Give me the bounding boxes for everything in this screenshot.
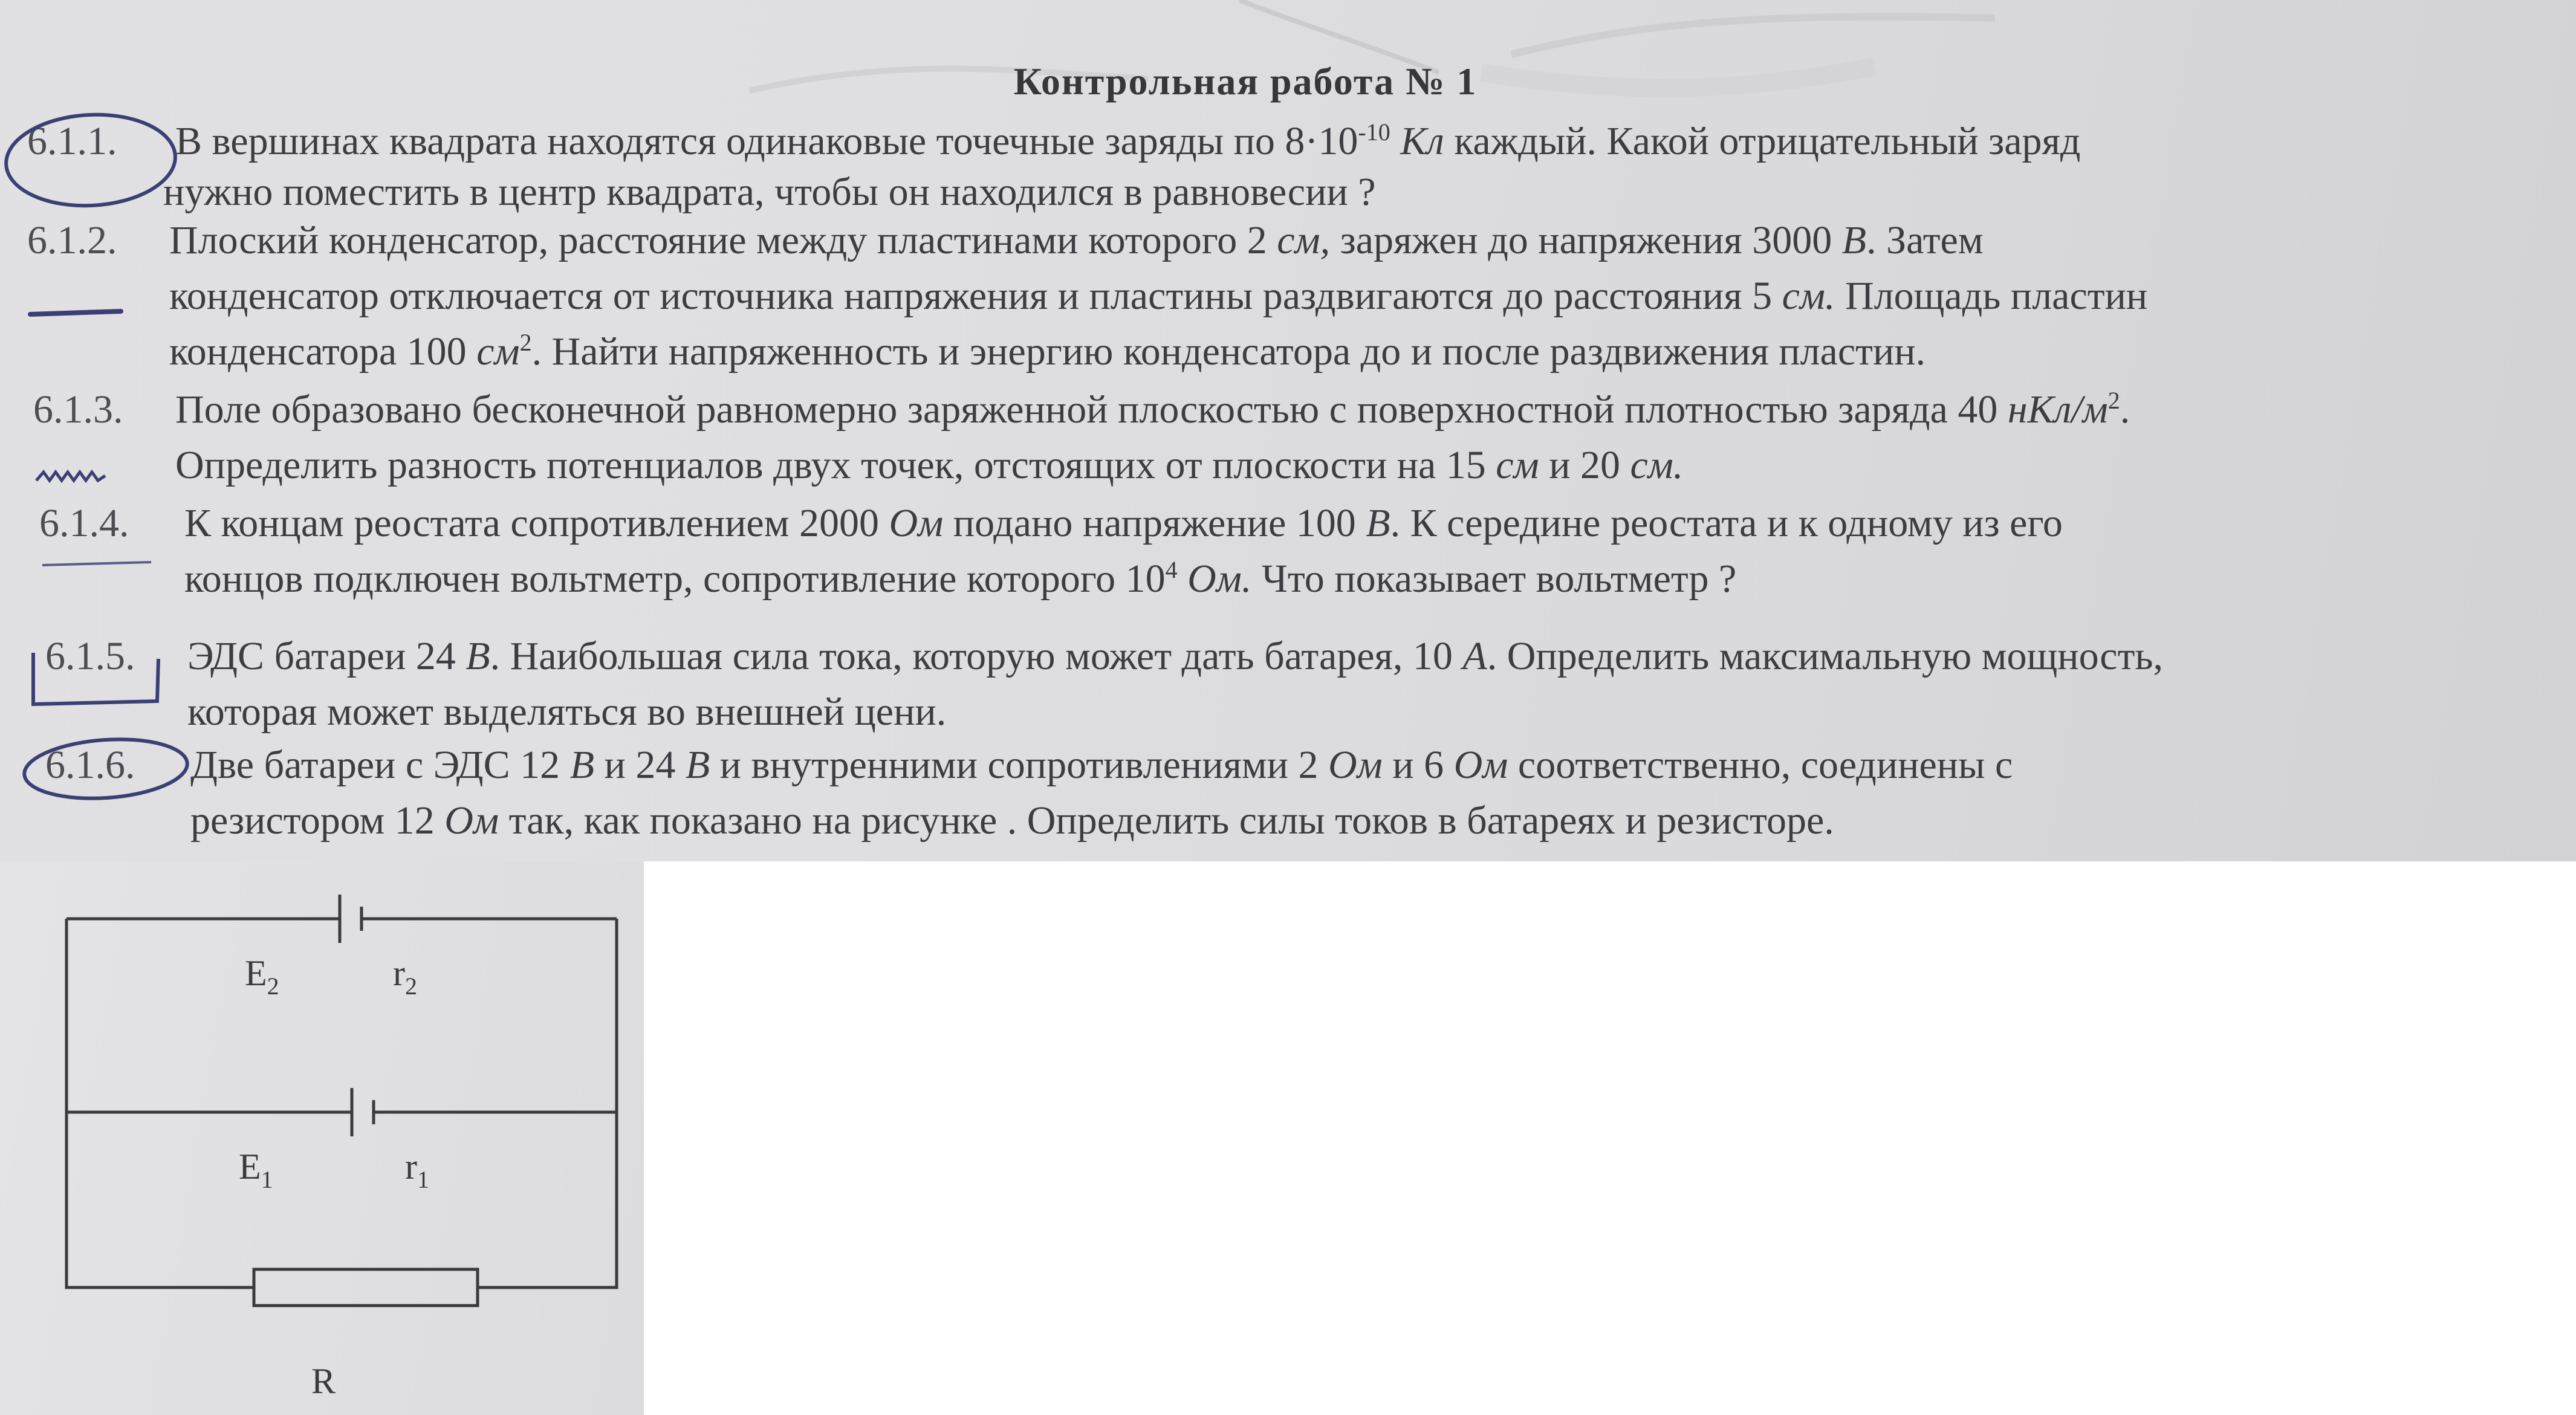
page-title: Контрольная работа № 1 [1013, 60, 1478, 103]
wire-left [67, 919, 254, 1287]
label-e2: $E_2$ [245, 953, 279, 1000]
problem-line: ЭДС батареи 24 В. Наибольшая сила тока, которую может дать батарея, 10 А. Определить максимальную мощность, [187, 634, 2164, 678]
pen-bracket-mark [33, 653, 158, 704]
problem-line: К концам реостата сопротивлением 2000 Ом подано напряжение 100 В. К середине реостата и к одному из его [184, 501, 2063, 545]
problem-line: В вершинах квадрата находятся одинаковые точечные заряды по $8\cdot 10^{-10}$ Кл каждый. Какой отрицательный заряд [175, 118, 2081, 163]
resistor-r [254, 1269, 478, 1306]
pen-dash-mark [30, 311, 121, 314]
label-r: R [311, 1361, 336, 1401]
pen-marks [0, 0, 363, 861]
problem-6-1-1 [27, 114, 2536, 225]
problem-6-1-3 [33, 382, 2542, 493]
problem-number: 6.1.4. [39, 501, 129, 545]
label-r1: $r_1$ [405, 1147, 429, 1193]
problem-number: 6.1.1. [27, 119, 117, 163]
problem-6-1-2 [27, 213, 2536, 382]
pen-underline-mark [42, 562, 151, 565]
wire-right [478, 919, 617, 1287]
problem-line: Две батареи с ЭДС 12 В и 24 В и внутренними сопротивлениями 2 Ом и 6 Ом соответственно, соединены с [190, 743, 2013, 787]
problem-line: концов подключен вольтметр, сопротивление которого $10^4$ Ом. Что показывает вольтметр ? [184, 556, 1737, 601]
problem-6-1-5 [45, 629, 2554, 740]
problem-number: 6.1.6. [45, 743, 135, 787]
problem-line: конденсатор отключается от источника напряжения и пластины раздвигаются до расстояния 5 см. Площадь пластин [169, 274, 2148, 318]
problem-line: которая может выделяться во внешней цени. [187, 690, 947, 734]
pen-squiggle-mark [36, 472, 105, 481]
problem-line: Плоский конденсатор, расстояние между пластинами которого 2 см, заряжен до напряжения 3000 В. Затем [169, 218, 1984, 262]
problem-line: Поле образовано бесконечной равномерно заряженной плоскостью с поверхностной плотностью заряда 40 нКл/$м^2$. [175, 387, 2130, 432]
problem-line: резистором 12 Ом так, как показано на рисунке . Определить силы токов в батареях и резисторе. [190, 798, 1834, 843]
pen-circle-mark [22, 734, 189, 804]
problem-line: Определить разность потенциалов двух точек, отстоящих от плоскости на 15 см и 20 см. [175, 443, 1684, 487]
circuit-diagram [0, 861, 644, 1415]
problem-number: 6.1.3. [33, 387, 123, 432]
problem-number: 6.1.5. [45, 634, 135, 678]
label-e1: $E_1$ [239, 1147, 273, 1193]
label-r2: $r_2$ [393, 953, 417, 1000]
problem-number: 6.1.2. [27, 218, 117, 262]
problem-6-1-4 [39, 496, 2548, 607]
problem-6-1-6 [45, 737, 2554, 849]
pen-circle-mark [4, 111, 177, 210]
problem-line: нужно поместить в центр квадрата, чтобы он находился в равновесии ? [163, 170, 1376, 214]
problem-line: конденсатора 100 $см^2$. Найти напряженность и энергию конденсатора до и после раздвижения пластин. [169, 329, 1926, 374]
